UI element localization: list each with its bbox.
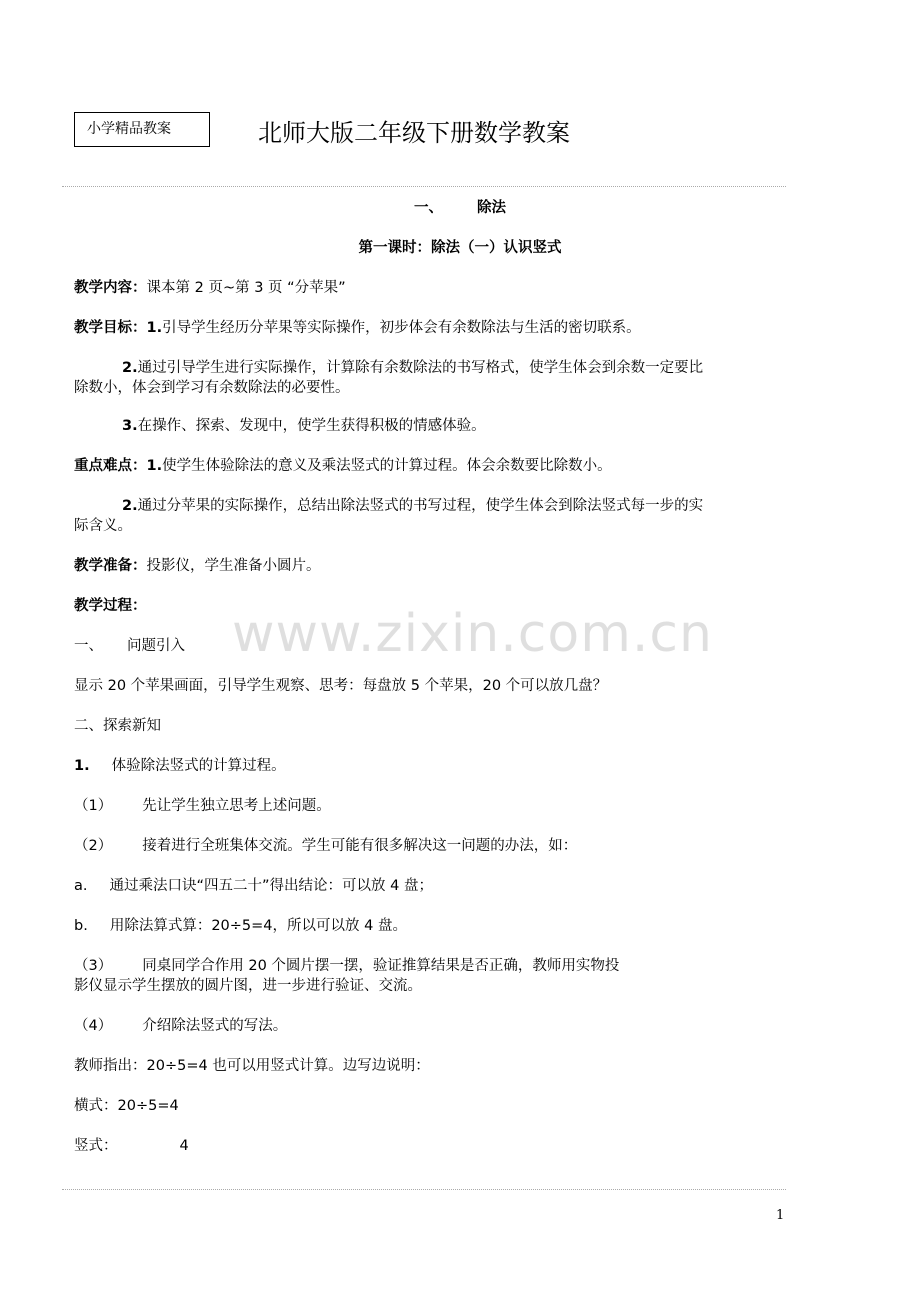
step-1-title: 问题引入	[127, 638, 185, 654]
sub-step-4-text: 介绍除法竖式的写法。	[142, 1018, 288, 1034]
footer-divider	[62, 1189, 786, 1190]
sub-step-1-number: （1）	[74, 798, 113, 814]
option-a-text: 通过乘法口诀“四五二十”得出结论：可以放 4 盘；	[109, 878, 433, 894]
objective-1-number: 1.	[146, 320, 163, 336]
vertical-form-label: 竖式：	[74, 1138, 118, 1154]
keypoint-2-text-a: 通过分苹果的实际操作，总结出除法竖式的书写过程，使学生体会到除法竖式每一步的实	[137, 498, 704, 514]
sub-step-3-number: （3）	[74, 958, 113, 974]
point-1-text: 体验除法竖式的计算过程。	[111, 758, 286, 774]
keypoint-1-number: 1.	[146, 458, 163, 474]
keypoint-1-text: 使学生体验除法的意义及乘法竖式的计算过程。体会余数要比除数小。	[162, 458, 612, 474]
keypoints-label: 重点难点：	[74, 458, 147, 474]
section-heading	[0, 198, 920, 218]
vertical-form-value: 4	[179, 1138, 189, 1154]
objectives-label: 教学目标：	[74, 320, 147, 336]
sub-step-4-number: （4）	[74, 1018, 113, 1034]
document-badge: 小学精品教案	[74, 112, 210, 147]
objective-2-text-a: 通过引导学生进行实际操作，计算除有余数除法的书写格式，使学生体会到余数一定要比	[137, 360, 704, 376]
objective-2-number: 2.	[122, 360, 138, 376]
teaching-process-label: 教学过程：	[74, 598, 147, 614]
section-heading-text: 除法	[477, 200, 506, 216]
objective-3-number: 3.	[122, 418, 138, 434]
sub-step-1-text: 先让学生独立思考上述问题。	[142, 798, 331, 814]
keypoint-2-line-1	[122, 496, 782, 516]
objective-3-text: 在操作、探索、发现中，使学生获得积极的情感体验。	[137, 418, 486, 434]
section-heading-number: 一、	[414, 200, 443, 216]
objective-2-line-2: 除数小，体会到学习有余数除法的必要性。	[74, 380, 350, 396]
option-a-marker: a.	[74, 878, 88, 894]
sub-step-2-text: 接着进行全班集体交流。学生可能有很多解决这一问题的办法，如：	[142, 838, 578, 854]
step-1-number: 一、	[74, 638, 103, 654]
option-b	[74, 916, 774, 936]
point-1	[74, 756, 774, 776]
teaching-content	[74, 278, 774, 298]
point-1-number: 1.	[74, 758, 90, 774]
step-2-heading: 二、探索新知	[74, 718, 161, 734]
document-title: 北师大版二年级下册数学教案	[258, 119, 570, 147]
horizontal-form: 横式：20÷5=4	[74, 1098, 179, 1114]
step-1-heading	[74, 636, 774, 656]
sub-step-3-line-1	[74, 956, 774, 976]
teaching-prep-text: 投影仪，学生准备小圆片。	[146, 558, 321, 574]
teaching-prep-label: 教学准备：	[74, 558, 147, 574]
header-divider	[62, 186, 786, 187]
option-a	[74, 876, 774, 896]
teaching-prep	[74, 556, 774, 576]
sub-step-2-number: （2）	[74, 838, 113, 854]
page-number: 1	[776, 1208, 785, 1223]
teaching-content-label: 教学内容：	[74, 280, 147, 296]
objective-1	[74, 318, 774, 338]
vertical-form	[74, 1136, 774, 1156]
sub-step-2	[74, 836, 774, 856]
step-1-text: 显示 20 个苹果画面，引导学生观察、思考：每盘放 5 个苹果，20 个可以放几盘？	[74, 678, 608, 694]
sub-step-3-line-2: 影仪显示学生摆放的圆片图，进一步进行验证、交流。	[74, 978, 422, 994]
option-b-marker: b.	[74, 918, 88, 934]
sub-step-3-text-a: 同桌同学合作用 20 个圆片摆一摆，验证推算结果是否正确，教师用实物投	[142, 958, 620, 974]
keypoint-2-number: 2.	[122, 498, 138, 514]
keypoint-1	[74, 456, 774, 476]
option-b-text: 用除法算式算：20÷5=4，所以可以放 4 盘。	[109, 918, 407, 934]
objective-1-text: 引导学生经历分苹果等实际操作，初步体会有余数除法与生活的密切联系。	[162, 320, 641, 336]
sub-step-4	[74, 1016, 774, 1036]
teacher-note: 教师指出：20÷5=4 也可以用竖式计算。边写边说明：	[74, 1058, 430, 1074]
objective-3	[122, 416, 782, 436]
teaching-content-text: 课本第 2 页~第 3 页 “分苹果”	[146, 280, 346, 296]
keypoint-2-line-2: 际含义。	[74, 518, 132, 534]
lesson-title: 第一课时：除法（一）认识竖式	[358, 240, 562, 256]
sub-step-1	[74, 796, 774, 816]
objective-2-line-1	[122, 358, 782, 378]
watermark: www.zixin.com.cn	[232, 604, 713, 664]
